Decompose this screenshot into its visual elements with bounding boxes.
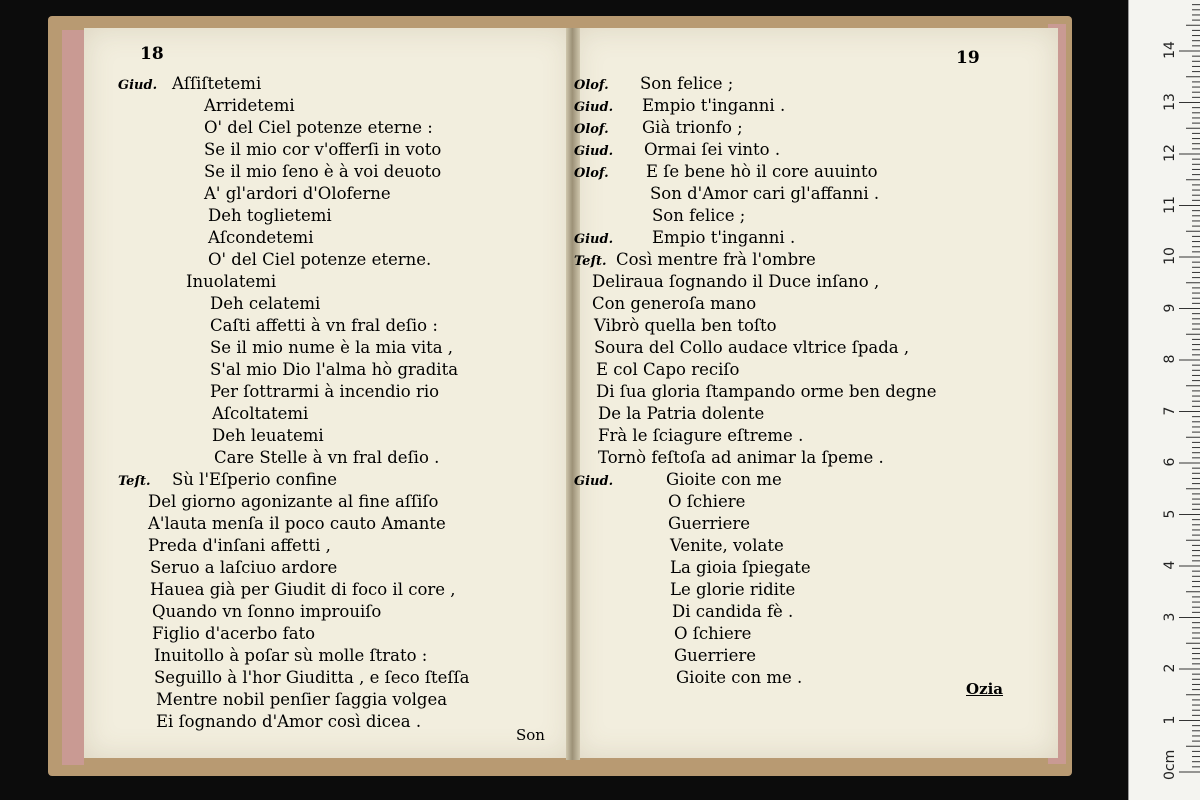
verse-line: Caſti affetti à vn fral deſio : [210, 316, 438, 335]
verse-line: Se il mio cor v'offerſi in voto [204, 140, 442, 159]
verse-line: Se il mio ſeno è à voi deuoto [204, 162, 442, 181]
verse-line: Mentre nobil penſier ſaggia volgea [156, 690, 448, 709]
verse-line: Arridetemi [204, 96, 295, 115]
verse-line: Di candida fè . [672, 602, 794, 621]
verse-line: Guerriere [674, 646, 757, 665]
verse-line: O ſchiere [668, 492, 746, 511]
speaker-label: Giud. [574, 100, 614, 115]
verse-line: Empio t'inganni . [652, 228, 796, 247]
ruler-number: 13 [1162, 92, 1178, 111]
ruler-number: 2 [1162, 663, 1178, 673]
verse-line: Aſcoltatemi [212, 404, 309, 423]
measuring-ruler [1128, 0, 1200, 800]
ruler-number: 3 [1162, 612, 1178, 621]
verse-line: Aſcondetemi [208, 228, 314, 247]
ruler-number: 1 [1162, 715, 1178, 724]
verse-line: Son felice ; [640, 74, 734, 93]
ruler-number: 5 [1162, 509, 1178, 518]
speaker-label: Olof. [574, 122, 609, 137]
verse-line: Se il mio nume è la mia vita , [210, 338, 454, 357]
ruler-number: 7 [1162, 406, 1178, 415]
verse-line: Per ſottrarmi à incendio rio [210, 382, 440, 401]
verse-line: Deliraua ſognando il Duce inſano , [592, 272, 880, 291]
left-folio: 18 [140, 44, 164, 64]
verse-line: Già trionfo ; [642, 118, 743, 137]
verse-line: Vibrò quella ben toſto [594, 316, 777, 335]
ruler-number: 6 [1162, 457, 1178, 467]
ruler-unit-label: 0cm [1162, 749, 1178, 780]
verse-line: S'al mio Dio l'alma hò gradita [210, 360, 459, 379]
speaker-label: Teſt. [118, 474, 151, 489]
verse-line: Le glorie ridite [670, 580, 796, 599]
ruler-number: 8 [1162, 354, 1178, 364]
speaker-label: Teſt. [574, 254, 607, 269]
verse-line: Gioite con me [666, 470, 782, 489]
verse-line: Sù l'Eſperio confine [172, 470, 338, 489]
verse-line: Deh celatemi [210, 294, 321, 313]
verse-line: O ſchiere [674, 624, 752, 643]
verse-line: Son felice ; [652, 206, 746, 225]
verse-line: Ei ſognando d'Amor così dicea . [156, 712, 422, 731]
ruler-number: 12 [1162, 144, 1178, 162]
verse-line: Ormai ſei vinto . [644, 140, 781, 159]
verse-line: Inuitollo à poſar sù molle ſtrato : [154, 646, 428, 665]
verse-line: Empio t'inganni . [642, 96, 786, 115]
verse-line: A' gl'ardori d'Oloferne [204, 184, 391, 203]
verse-line: Deh toglietemi [208, 206, 332, 225]
verse-line: Preda d'inſani affetti , [148, 536, 331, 555]
speaker-label: Olof. [574, 166, 609, 181]
verse-line: E ſe bene hò il core auuinto [646, 162, 878, 181]
verse-line: Venite, volate [670, 536, 784, 555]
ruler-number: 14 [1162, 41, 1178, 59]
cover-edge-left [62, 30, 84, 765]
verse-line: O' del Ciel potenze eterne : [204, 118, 433, 137]
speaker-label: Giud. [574, 232, 614, 247]
verse-line: Soura del Collo audace vltrice ſpada , [594, 338, 910, 357]
speaker-label: Olof. [574, 78, 609, 93]
verse-line: E col Capo reciſo [596, 360, 740, 379]
verse-line: Seguillo à l'hor Giuditta , e ſeco ſteſſa [154, 668, 470, 687]
verse-line: Quando vn ſonno improuiſo [152, 602, 382, 621]
speaker-label: Giud. [118, 78, 158, 93]
right-folio: 19 [956, 48, 980, 68]
speaker-label: Giud. [574, 474, 614, 489]
verse-line: Tornò feſtoſa ad animar la ſpeme . [598, 448, 884, 467]
verse-line: Deh leuatemi [212, 426, 324, 445]
verse-line: Seruo a laſciuo ardore [150, 558, 338, 577]
verse-line: De la Patria dolente [598, 404, 765, 423]
verse-line: Care Stelle à vn fral deſio . [214, 448, 440, 467]
ruler-number: 10 [1162, 247, 1178, 265]
verse-line: La gioia ſpiegate [670, 558, 811, 577]
verse-line: Gioite con me . [676, 668, 803, 687]
verse-line: A'lauta menſa il poco cauto Amante [148, 514, 446, 533]
verse-line: Son d'Amor cari gl'affanni . [650, 184, 880, 203]
verse-line: Guerriere [668, 514, 751, 533]
verse-line: Inuolatemi [186, 272, 277, 291]
verse-line: Haueа già per Giudit di foco il core , [150, 580, 456, 599]
left-catchword: Son [516, 726, 545, 744]
verse-line: Di ſua gloria ſtampando orme ben degne [596, 382, 937, 401]
verse-line: Frà le ſciagure eſtreme . [598, 426, 804, 445]
verse-line: Così mentre frà l'ombre [616, 250, 816, 269]
ruler-ticks [1129, 0, 1200, 800]
verse-line: O' del Ciel potenze eterne. [208, 250, 432, 269]
ruler-number: 9 [1162, 303, 1178, 312]
ruler-number: 4 [1162, 560, 1178, 570]
right-catchword: Ozia [966, 680, 1004, 698]
verse-line: Con generoſa mano [592, 294, 757, 313]
verse-line: Del giorno agonizante al fine aſſiſo [148, 492, 439, 511]
verse-line: Figlio d'acerbo fato [152, 624, 316, 643]
speaker-label: Giud. [574, 144, 614, 159]
verse-line: Aſſiſtetemi [172, 74, 262, 93]
ruler-number: 11 [1162, 195, 1178, 214]
